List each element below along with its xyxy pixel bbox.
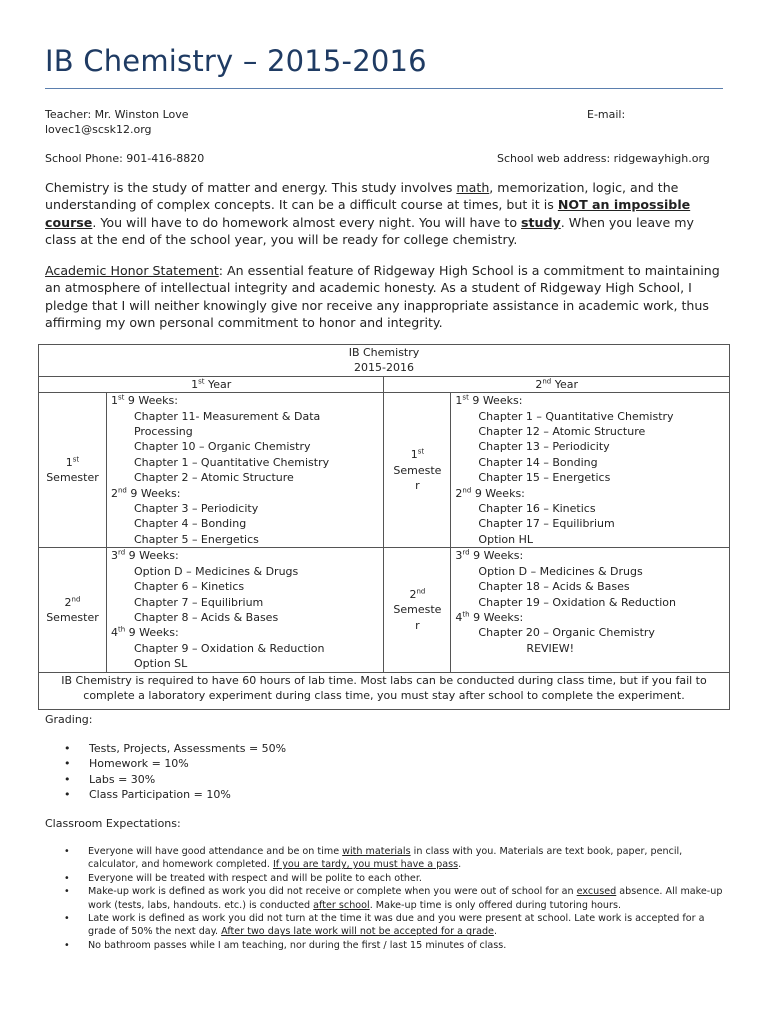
q-sup: nd	[117, 486, 127, 494]
chapter-item: Chapter 7 – Equilibrium	[133, 595, 264, 609]
q-num: 2	[110, 486, 118, 500]
bullet-icon: •	[64, 772, 71, 786]
exp-text: If you are tardy, you must have a pass	[272, 859, 459, 871]
grading-list	[64, 741, 286, 803]
bullet-icon: •	[64, 939, 70, 951]
y1-semester1-content	[106, 393, 383, 548]
year1-num: 1	[191, 377, 199, 391]
exp-text: in class with you. Materials are text book, paper, pencil, calculator, and homework completed.	[88, 846, 683, 871]
school-web-address: School web address: ridgewayhigh.org	[497, 152, 710, 165]
q-sup: nd	[462, 486, 472, 494]
course-schedule-table	[38, 344, 730, 710]
exp-text: with materials	[342, 846, 411, 857]
exp-text: .	[458, 859, 462, 871]
chapter-item: Chapter 13 – Periodicity	[478, 440, 610, 454]
bullet-icon: •	[64, 742, 71, 755]
list-item	[64, 741, 286, 756]
exp-text: Everyone will have good attendance and be on time	[88, 846, 343, 857]
quarter-heading	[455, 610, 725, 625]
exp-text: Late work is defined as work you did not turn at the time it was due and you were present at school. Late work is accepted for a grade of 50% the next day.	[88, 913, 705, 938]
chapter-item: Option SL	[133, 657, 188, 671]
chapter-item: REVIEW!	[526, 641, 575, 655]
chapter-item: Chapter 1 – Quantitative Chemistry	[478, 409, 674, 423]
chapter-item: Chapter 18 – Acids & Bases	[478, 580, 630, 594]
chapter-item: Chapter 8 – Acids & Bases	[133, 610, 279, 624]
year2-header	[384, 376, 730, 392]
chapter-item: Chapter 1 – Quantitative Chemistry	[133, 455, 330, 469]
lab-requirement-note: IB Chemistry is required to have 60 hours of lab time. Most labs can be conducted during class time, but if you fail to complete a laboratory experiment during class time, you must stay after school to complete the experiment.	[39, 672, 730, 710]
chapter-item: Chapter 5 – Energetics	[133, 532, 259, 546]
bullet-icon: •	[64, 872, 70, 884]
list-item	[64, 756, 286, 771]
grading-heading: Grading:	[45, 713, 93, 726]
bullet-icon: •	[64, 757, 71, 771]
quarter-heading	[111, 548, 379, 563]
q-label: 9 Weeks:	[473, 549, 524, 563]
year2-sup: nd	[542, 377, 552, 386]
chapter-item: Chapter 10 – Organic Chemistry	[133, 440, 311, 454]
q-label: 9 Weeks:	[130, 486, 181, 500]
intro-math: math	[456, 180, 490, 195]
chapter-item: Option D – Medicines & Drugs	[133, 564, 299, 578]
list-item	[64, 845, 724, 872]
year1-label: Year	[208, 377, 232, 391]
y2-semester2-label	[384, 548, 451, 672]
y2-semester1-label	[384, 393, 451, 548]
quarter-heading	[455, 548, 725, 563]
chapter-item: Chapter 17 – Equilibrium	[478, 517, 615, 531]
sem-num: 1	[410, 448, 418, 462]
expectations-list	[64, 845, 724, 952]
q-label: 9 Weeks:	[474, 486, 525, 500]
bullet-icon: •	[64, 913, 70, 925]
sem-label: Semester	[46, 471, 99, 485]
list-item	[64, 787, 286, 802]
q-label: 9 Weeks:	[127, 394, 178, 408]
exp-text: excused	[576, 886, 617, 898]
sem-sup: nd	[71, 594, 81, 603]
title-divider	[45, 88, 723, 89]
list-item	[64, 885, 724, 912]
sem-sup: st	[417, 447, 425, 456]
chapter-item: Chapter 19 – Oxidation & Reduction	[478, 595, 676, 609]
chapter-item: Chapter 6 – Kinetics	[133, 580, 245, 594]
sem-num: 2	[64, 595, 72, 609]
q-label: 9 Weeks:	[472, 394, 523, 408]
honor-text: : An essential feature of Ridgeway High School is a commitment to maintaining an atmosphere of intellectual integrity and academic honesty. As a student of Ridgeway High School, I pledge that I will neither knowingly give nor receive any inappropriate assistance in academic work, thus affirming my own personal commitment to honor and integrity.	[45, 263, 720, 331]
chapter-item: Chapter 2 – Atomic Structure	[133, 471, 294, 485]
exp-text: . Make-up time is only offered during tutoring hours.	[369, 899, 622, 911]
quarter-heading	[111, 486, 379, 501]
expectations-heading: Classroom Expectations:	[45, 817, 181, 830]
intro-study: study	[521, 214, 561, 230]
email-label: E-mail:	[587, 108, 626, 121]
chapter-item: Chapter 4 – Bonding	[133, 517, 247, 531]
quarter-heading	[455, 486, 725, 501]
grading-item: Class Participation = 10%	[89, 788, 231, 802]
exp-text: Everyone will be treated with respect and will be polite to each other.	[88, 872, 422, 884]
chapter-item: Chapter 20 – Organic Chemistry	[478, 626, 655, 640]
exp-text: after school	[313, 899, 370, 911]
table-title	[39, 345, 730, 377]
chapter-item: Chapter 14 – Bonding	[478, 455, 598, 469]
q-num: 3	[110, 549, 118, 563]
sem-sup: nd	[416, 587, 426, 596]
email-address: lovec1@scsk12.org	[45, 123, 152, 136]
grading-item: Tests, Projects, Assessments = 50%	[89, 742, 287, 755]
q-label: 9 Weeks:	[128, 626, 179, 640]
chapter-item: Chapter 12 – Atomic Structure	[478, 425, 646, 439]
table-title-line1: IB Chemistry	[348, 346, 420, 359]
chapter-item: Chapter 11- Measurement & Data	[133, 409, 321, 423]
chapter-item: Chapter 15 – Energetics	[478, 471, 611, 485]
year2-label: Year	[554, 377, 579, 391]
y1-semester2-label	[39, 548, 107, 672]
q-label: 9 Weeks:	[128, 549, 179, 563]
quarter-heading	[111, 393, 379, 408]
sem-label: r	[415, 478, 420, 492]
q-num: 1	[455, 394, 463, 408]
chapter-item: Chapter 9 – Oxidation & Reduction	[133, 641, 325, 655]
bullet-icon: •	[64, 788, 71, 802]
chapter-item: Processing	[133, 425, 193, 439]
q-sup: rd	[462, 548, 470, 557]
list-item	[64, 912, 724, 939]
intro-text: Chemistry is the study of matter and energy. This study involves	[45, 180, 457, 195]
exp-text: absence. All make-up work (tests, labs, handouts. etc.) is conducted	[88, 886, 723, 911]
q-sup: rd	[117, 548, 126, 557]
q-num: 4	[455, 610, 463, 624]
grading-item: Labs = 30%	[89, 772, 156, 786]
quarter-heading	[455, 393, 725, 408]
quarter-heading	[111, 625, 379, 640]
exp-text: .	[493, 926, 497, 938]
intro-text: , memorization, logic, and the understanding of complex concepts. It can be a difficult course at times, but it is	[45, 180, 679, 213]
year1-sup: st	[198, 377, 205, 386]
page-title: IB Chemistry – 2015-2016	[45, 44, 427, 78]
sem-label: Semeste	[393, 463, 442, 477]
q-sup: st	[462, 393, 469, 402]
exp-text: Make-up work is defined as work you did not receive or complete when you were out of school for an	[88, 886, 577, 898]
intro-text: . You will have to do homework almost every night. You will have to	[92, 214, 522, 230]
list-item	[64, 872, 724, 885]
grading-item: Homework = 10%	[89, 757, 189, 771]
q-num: 1	[110, 394, 118, 408]
intro-paragraph	[45, 179, 725, 249]
list-item	[64, 939, 724, 952]
q-num: 2	[455, 486, 463, 500]
exp-text: No bathroom passes while I am teaching, nor during the first / last 15 minutes of class.	[88, 939, 507, 951]
year2-num: 2	[535, 377, 543, 391]
exp-text: After two days late work will not be accepted for a grade	[221, 926, 494, 938]
teacher-line: Teacher: Mr. Winston Love	[45, 108, 189, 121]
q-sup: th	[462, 610, 470, 619]
q-label: 9 Weeks:	[473, 610, 524, 624]
bullet-icon: •	[64, 846, 70, 857]
chapter-item: Option HL	[478, 532, 534, 546]
sem-label: Semester	[46, 610, 99, 624]
chapter-item: Chapter 3 – Periodicity	[133, 502, 259, 516]
y2-semester2-content	[451, 548, 730, 672]
bullet-icon: •	[64, 886, 70, 898]
honor-statement	[45, 262, 725, 332]
sem-sup: st	[72, 455, 80, 464]
sem-num: 1	[65, 455, 73, 469]
school-phone: School Phone: 901-416-8820	[45, 152, 205, 165]
chapter-item: Option D – Medicines & Drugs	[478, 564, 643, 578]
y1-semester1-label	[39, 393, 107, 548]
honor-label: Academic Honor Statement	[45, 263, 219, 278]
chapter-item: Chapter 16 – Kinetics	[478, 502, 596, 516]
sem-label: Semeste	[393, 603, 442, 617]
q-sup: th	[117, 625, 126, 634]
y1-semester2-content	[106, 548, 383, 672]
year1-header	[39, 376, 384, 392]
q-num: 3	[455, 549, 463, 563]
table-title-line2: 2015-2016	[354, 361, 414, 375]
intro-not-impossible: NOT an impossible course	[45, 197, 691, 230]
sem-label: r	[415, 618, 420, 632]
sem-num: 2	[409, 587, 417, 601]
list-item	[64, 772, 286, 787]
y2-semester1-content	[451, 393, 730, 548]
q-sup: st	[117, 393, 125, 402]
q-num: 4	[110, 626, 118, 640]
intro-text: . When you leave my class at the end of the school year, you will be ready for college chemistry.	[45, 214, 694, 248]
